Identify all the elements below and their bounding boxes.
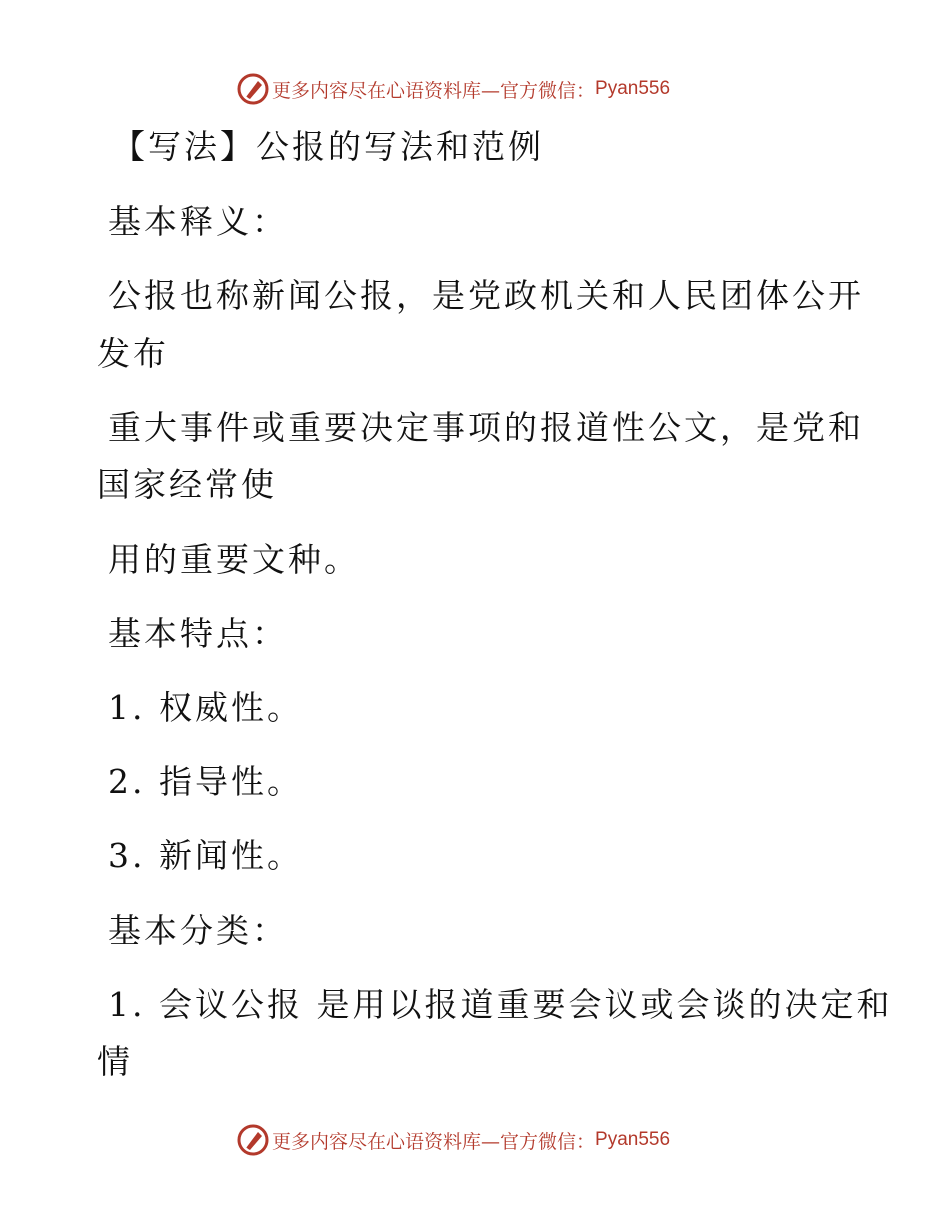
paragraph-line: 情	[97, 1042, 133, 1081]
list-item: 3. 新闻性。	[108, 836, 303, 875]
watermark-site-text: 更多内容尽在心语资料库—官方微信：	[272, 1130, 596, 1153]
paragraph-line: 1. 会议公报 是用以报道重要会议或会谈的决定和	[108, 985, 893, 1024]
document-title: 【写法】公报的写法和范例	[112, 127, 544, 166]
paragraph-line: 国家经常使	[97, 465, 277, 504]
section-heading-features: 基本特点：	[108, 614, 288, 653]
paragraph-line: 用的重要文种。	[108, 540, 360, 579]
watermark-banner-top	[236, 72, 670, 106]
pen-nib-circle-icon	[236, 1123, 270, 1157]
paragraph-line: 公报也称新闻公报，是党政机关和人民团体公开	[108, 276, 864, 315]
section-heading-categories: 基本分类：	[108, 911, 288, 950]
paragraph-line: 重大事件或重要决定事项的报道性公文，是党和	[108, 408, 864, 447]
list-item: 2. 指导性。	[108, 762, 303, 801]
paragraph-line: 发布	[97, 334, 169, 373]
watermark-wechat-id: Pyan556	[595, 1129, 671, 1150]
watermark-site-text: 更多内容尽在心语资料库—官方微信：	[272, 79, 596, 102]
watermark-banner-bottom	[236, 1123, 670, 1157]
list-item: 1. 权威性。	[108, 688, 303, 727]
pen-nib-circle-icon	[236, 72, 270, 106]
section-heading-definition: 基本释义：	[108, 202, 288, 241]
watermark-wechat-id: Pyan556	[595, 78, 671, 99]
